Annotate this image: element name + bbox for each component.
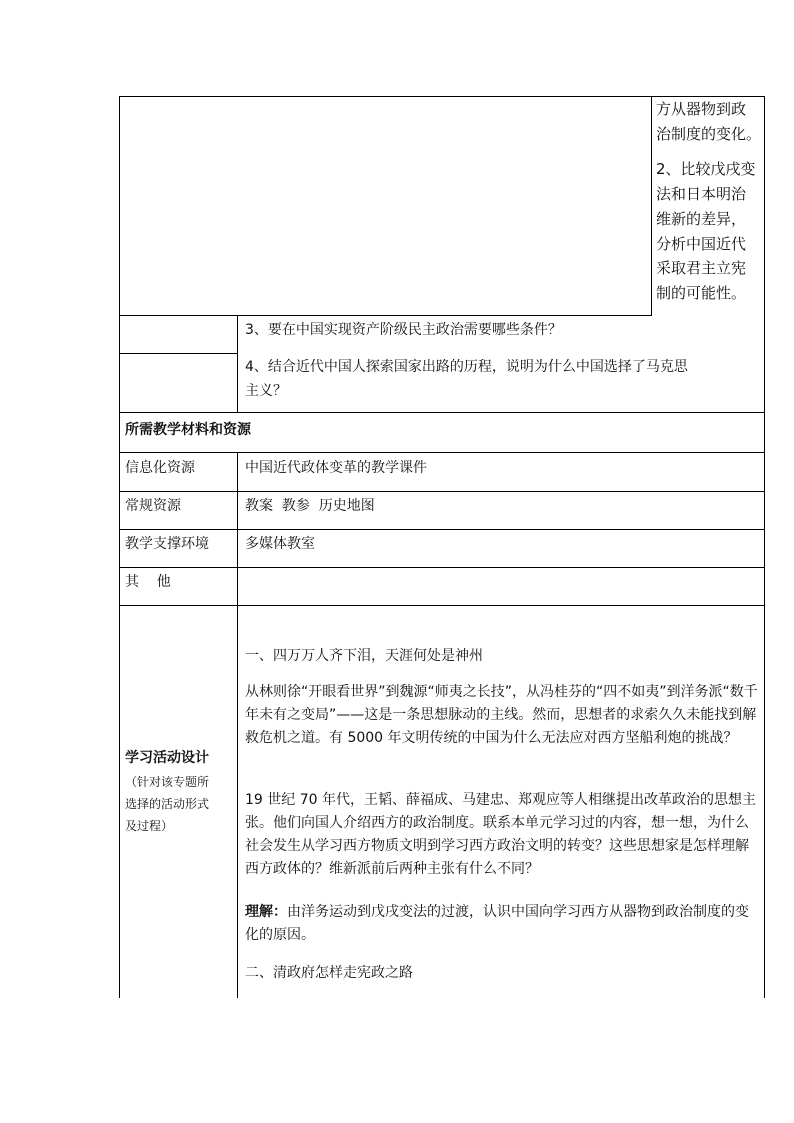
materials-label-regular: 常规资源 — [125, 498, 181, 514]
materials-value-regular: 教案 教参 历史地图 — [245, 498, 375, 514]
activity-heading-2: 二、清政府怎样走宪政之路 — [245, 965, 413, 981]
materials-label-environment: 教学支撑环境 — [125, 536, 209, 552]
activity-note-line: 选择的活动形式 — [125, 797, 210, 811]
table-border — [237, 452, 238, 998]
materials-value-environment: 多媒体教室 — [245, 536, 315, 552]
activity-paragraph-1: 从林则徐“开眼看世界”到魏源“师夷之长技”，从冯桂芬的“四不如夷”到洋务派“数千年未有之变局”——这是一条思想脉动的主线。然而，思想者的求索久久未能找到解救危机之道。有 5000 年文明传统的中国为什么无法应对西方坚船利炮的挑战？ — [245, 684, 758, 746]
table-border — [119, 353, 237, 354]
question-4-line: 4、结合近代中国人探索国家出路的历程，说明为什么中国选择了马克思 — [245, 359, 688, 375]
point2-line: 维新的差异， — [656, 210, 747, 228]
activity-note-line: 及过程） — [125, 819, 174, 833]
activity-paragraph-2: 19 世纪 70 年代，王韬、薛福成、马建忠、郑观应等人相继提出改革政治的思想主张。他们向国人介绍西方的政治制度。联系本单元学习过的内容，想一想，为什么社会发生从学习西方物质文明到学习西方政治文明的转变？这些思想家是怎样理解西方政体的？维新派前后两种主张有什么不同？ — [245, 792, 756, 877]
right-column-line: 方从器物到政 — [656, 100, 747, 118]
point2-line: 2、比较戊戌变 — [656, 160, 756, 178]
activity-note-line: （针对该专题所 — [125, 775, 210, 789]
point2-line: 采取君主立宪 — [656, 259, 747, 277]
table-border — [119, 315, 651, 316]
activity-paragraph-3 — [245, 901, 759, 947]
understand-label: 理解： — [245, 904, 287, 920]
understand-text: 由洋务运动到戊戌变法的过渡，认识中国向学习西方从器物到政治制度的变化的原因。 — [245, 904, 749, 943]
table-border — [119, 452, 765, 453]
materials-label-other: 其 他 — [125, 574, 171, 590]
table-border-top — [119, 96, 765, 97]
table-border — [119, 529, 765, 530]
question-4-line: 主义？ — [245, 383, 287, 399]
question-3: 3、要在中国实现资产阶级民主政治需要哪些条件？ — [245, 322, 562, 338]
activity-label: 学习活动设计 — [125, 750, 209, 766]
materials-header: 所需教学材料和资源 — [125, 422, 251, 438]
table-border-right — [764, 96, 765, 998]
table-border — [237, 315, 238, 413]
table-border — [119, 567, 765, 568]
materials-value-info: 中国近代政体变革的教学课件 — [245, 460, 427, 476]
table-border — [119, 605, 765, 606]
table-border — [651, 96, 652, 316]
table-border-left — [119, 96, 120, 998]
right-column-line: 治制度的变化。 — [656, 125, 762, 143]
materials-label-info: 信息化资源 — [125, 460, 195, 476]
point2-line: 法和日本明治 — [656, 185, 747, 203]
table-border — [119, 412, 765, 413]
activity-heading-1: 一、四万万人齐下泪，天涯何处是神州 — [245, 648, 483, 664]
point2-line: 分析中国近代 — [656, 235, 747, 253]
point2-line: 制的可能性。 — [656, 284, 747, 302]
table-border — [119, 491, 765, 492]
